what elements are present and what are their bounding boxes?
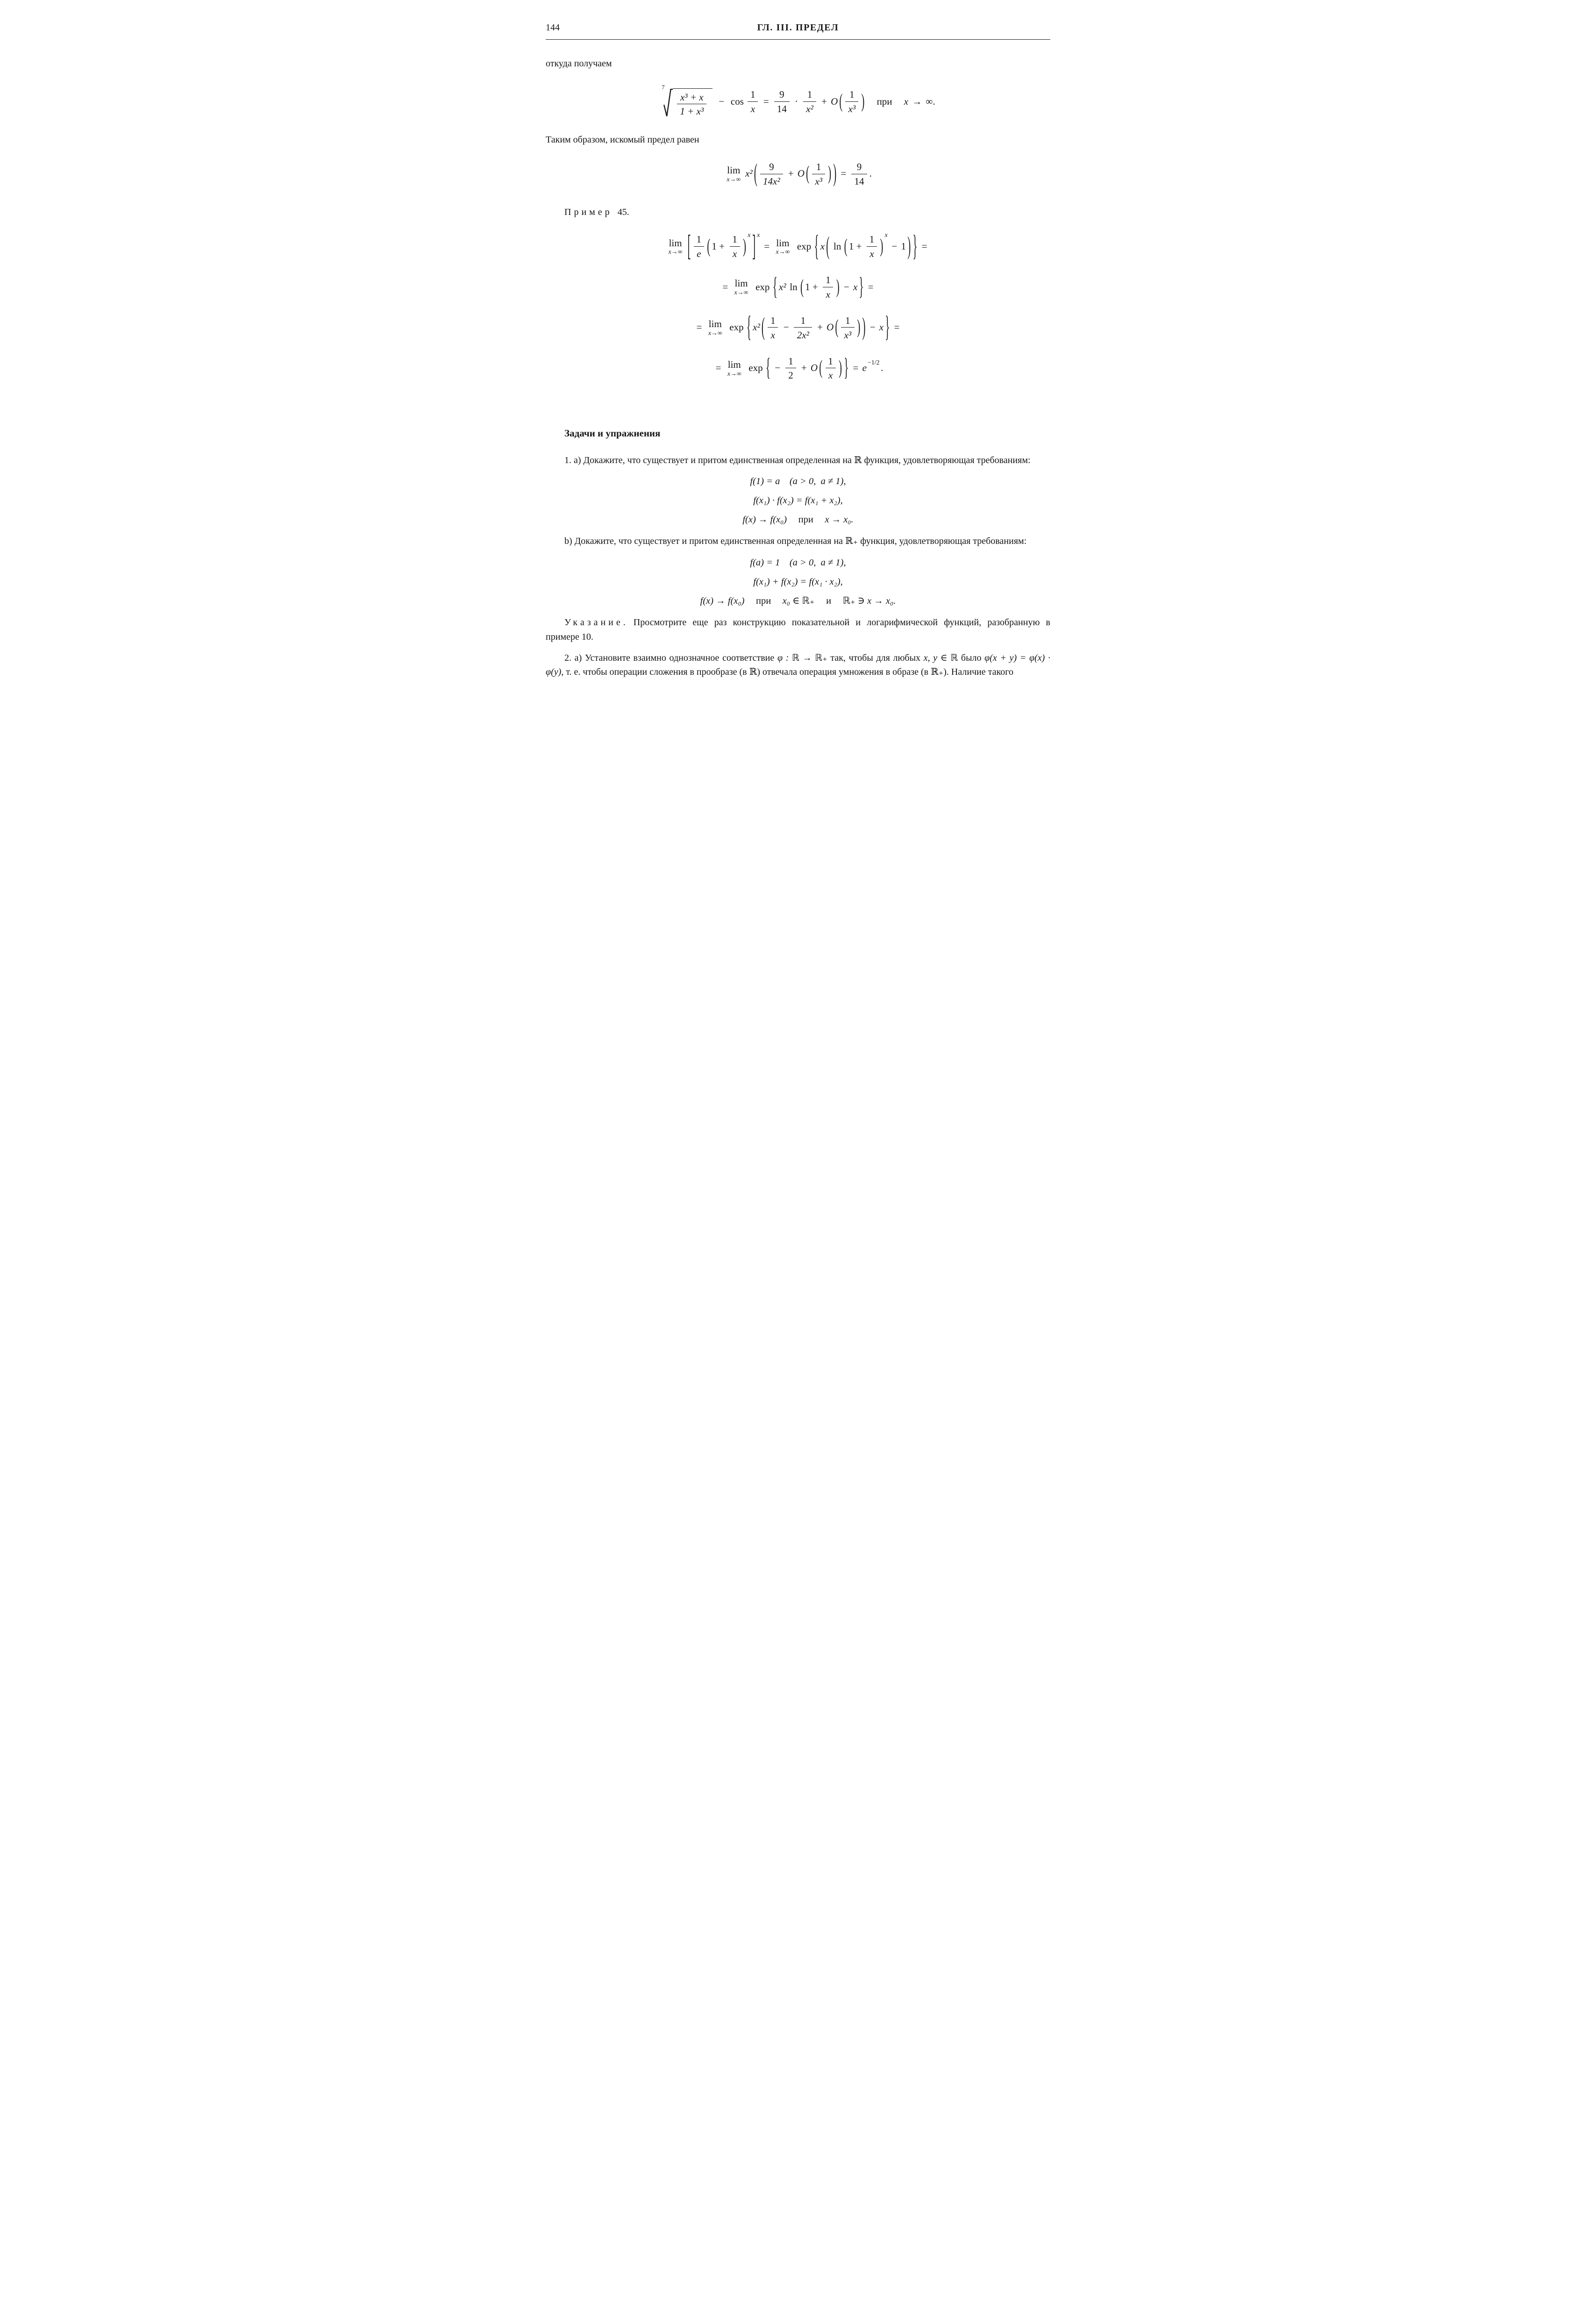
math-segment: φ(x + y) = φ(x) · φ(y) — [546, 653, 1050, 678]
frac-denominator: e — [694, 246, 704, 260]
operator: = — [715, 362, 721, 374]
fence: ( — [835, 315, 839, 338]
frac-numerator: 1 — [828, 355, 833, 367]
math-token: x² — [745, 168, 753, 179]
limit-word: lim — [727, 164, 741, 176]
fence: ( — [707, 234, 711, 257]
math-group — [799, 274, 841, 300]
fence: ( — [806, 162, 810, 185]
frac-numerator: 1 — [845, 314, 850, 326]
radical-sign-icon — [663, 88, 673, 118]
frac-denominator: x — [730, 246, 740, 260]
frac-denominator: 14x² — [760, 174, 783, 187]
fence: ] — [752, 228, 756, 263]
fence: ) — [836, 275, 840, 298]
fence: ) — [857, 315, 861, 338]
frac-numerator: 1 — [696, 234, 702, 245]
hint-text: Просмотрите еще раз конструкцию показательной и логарифмической функций, разобранную в примере 10. — [546, 617, 1050, 642]
operator: = — [763, 95, 769, 107]
frac-denominator: x³ — [812, 174, 825, 187]
operator: − — [891, 240, 898, 252]
text-segment: было — [958, 653, 985, 664]
limit-subscript: x→∞ — [776, 248, 790, 256]
book-page — [515, 0, 1081, 719]
limit-operator — [734, 278, 748, 296]
superscript: x — [748, 231, 751, 238]
frac-denominator: x — [823, 287, 833, 300]
fraction — [851, 161, 867, 187]
math-token: e — [862, 362, 867, 374]
math-token: O — [797, 168, 805, 179]
superscript: −1/2 — [868, 358, 880, 366]
math-token: 1 + — [712, 240, 727, 252]
frac-denominator: x³ — [845, 101, 858, 115]
math-group — [843, 233, 884, 260]
fence: ) — [880, 234, 884, 257]
fraction — [748, 88, 758, 115]
operator: = — [894, 321, 900, 333]
math-token: O — [826, 321, 834, 333]
example-number: 45. — [617, 207, 629, 217]
frac-numerator: 1 — [849, 89, 855, 100]
math-token: O — [831, 95, 838, 107]
math-group — [753, 158, 838, 187]
superscript: x — [884, 231, 888, 238]
frac-denominator: 1 + x³ — [677, 104, 706, 117]
function-name: cos — [730, 95, 744, 107]
operator: + — [788, 168, 794, 179]
math-token: f(x₁) + f(x₂) = f(x₁ · x₂), — [753, 576, 843, 587]
limit-word: lim — [708, 318, 722, 330]
fence: ) — [861, 89, 865, 112]
math-token: . — [881, 362, 884, 374]
math-group — [862, 358, 884, 376]
frac-denominator: 14 — [851, 174, 867, 187]
math-token: 1 — [901, 240, 906, 252]
fence: ( — [761, 312, 765, 341]
equation-ex1-3 — [546, 513, 1050, 527]
limit-subscript: x→∞ — [734, 289, 748, 296]
operator: = — [868, 281, 874, 293]
operator: + — [801, 362, 807, 374]
equation-ex1b-2 — [546, 575, 1050, 589]
equation-ex1b-3 — [546, 594, 1050, 608]
frac-denominator: 14 — [774, 101, 790, 115]
exercise-2a-text — [546, 651, 1050, 679]
frac-numerator: 1 — [800, 314, 806, 326]
operator: − — [775, 362, 781, 374]
math-token: f(1) = a (a > 0, a ≠ 1), — [750, 476, 846, 486]
exercise-1a-text: 1. a) Докажите, что существует и притом единственная определенная на ℝ функция, удовлетворяющая требованиям: — [564, 455, 1031, 465]
limit-word: lim — [727, 359, 741, 371]
math-group — [706, 233, 747, 260]
fraction — [823, 274, 834, 300]
math-group — [686, 228, 756, 263]
math-token: f(x) → f(x₀) — [742, 514, 787, 525]
math-token: x — [820, 240, 825, 252]
fence: ) — [833, 158, 837, 187]
limit-operator — [727, 359, 741, 377]
fraction — [803, 88, 816, 115]
frac-denominator: 2 — [785, 368, 796, 381]
connector-word: при — [798, 514, 813, 525]
text-segment: , т. е. чтобы операции сложения в прообразе (в ℝ) отвечала операция умножения в образе (в ℝ₊). Наличие такого — [561, 667, 1013, 678]
operator: → — [912, 95, 922, 107]
math-segment: φ : ℝ → ℝ₊ — [777, 653, 827, 664]
operator: = — [764, 240, 770, 252]
math-token: x² — [753, 321, 760, 333]
function-name: exp — [797, 240, 812, 252]
frac-denominator: x — [826, 368, 836, 381]
operator: − — [783, 321, 789, 333]
math-token: x — [879, 321, 884, 333]
equation-ex1-2 — [546, 493, 1050, 508]
fraction — [774, 88, 790, 115]
function-name: ln — [790, 281, 798, 293]
operator: · — [795, 95, 798, 107]
equation-ex1-1 — [546, 474, 1050, 489]
paragraph-takim: Таким образом, искомый предел равен — [546, 134, 699, 145]
math-token: f(x) → f(x₀) — [700, 596, 745, 607]
fraction — [841, 314, 854, 341]
operator: − — [719, 95, 725, 107]
hint-word: Указание. — [564, 617, 628, 628]
math-token: f(x₁) · f(x₂) = f(x₁ + x₂), — [753, 495, 843, 506]
frac-numerator: 1 — [869, 234, 875, 245]
text-segment: 2. a) Установите взаимно однозначное соответствие — [564, 653, 777, 664]
formula-limit-value — [546, 158, 1050, 187]
exercise-1b-text: b) Докажите, что существует и притом единственная определенная на ℝ₊ функция, удовлетворяющая требованиям: — [564, 536, 1027, 547]
operator: + — [821, 95, 827, 107]
fence: ( — [800, 275, 804, 298]
limit-operator — [776, 238, 790, 256]
math-token: x₀ ∈ ℝ₊ — [782, 596, 815, 607]
fence: { — [772, 271, 777, 300]
frac-denominator: x — [768, 327, 778, 341]
fence: ( — [754, 158, 757, 187]
math-group — [834, 314, 861, 341]
fraction — [866, 233, 877, 260]
limit-subscript: x→∞ — [708, 329, 722, 336]
math-group — [818, 355, 843, 382]
formula-example45-line2 — [546, 271, 1050, 300]
limit-operator — [727, 165, 741, 183]
fence: ) — [743, 234, 746, 257]
math-segment: x, y ∈ ℝ — [923, 653, 958, 664]
math-group — [805, 161, 832, 187]
fraction — [812, 161, 825, 187]
limit-operator — [708, 319, 722, 336]
fence: } — [912, 228, 918, 263]
function-name: exp — [729, 321, 744, 333]
fence: { — [814, 228, 819, 263]
fraction — [760, 161, 783, 187]
radical-index: 7 — [662, 84, 665, 91]
math-token: ℝ₊ ∋ x → x₀. — [842, 596, 896, 607]
function-name: exp — [748, 362, 763, 374]
superscript: x — [757, 231, 760, 238]
math-token: x — [853, 281, 858, 293]
frac-numerator: 1 — [788, 355, 793, 367]
fence: ( — [839, 89, 843, 112]
math-token: . — [869, 168, 872, 179]
fraction — [729, 233, 740, 260]
fence: ) — [839, 356, 842, 379]
frac-numerator: 1 — [826, 274, 831, 286]
frac-denominator: x — [748, 101, 758, 115]
radicand — [673, 88, 712, 119]
fence: ( — [826, 231, 830, 260]
fence: ) — [828, 162, 832, 185]
fence: ( — [819, 356, 823, 379]
connector-word: при — [876, 95, 892, 107]
limit-subscript: x→∞ — [727, 176, 741, 183]
fence: ) — [862, 312, 866, 341]
operator: = — [696, 321, 702, 333]
math-token: x → x₀. — [825, 514, 854, 525]
operator: = — [853, 362, 859, 374]
function-name: exp — [755, 281, 770, 293]
operator: − — [843, 281, 849, 293]
frac-numerator: 9 — [779, 89, 784, 100]
text-segment: так, чтобы для любых — [827, 653, 924, 664]
example-word: Пример — [564, 207, 613, 217]
fence: ) — [907, 231, 911, 260]
limit-subscript: x→∞ — [727, 370, 741, 377]
connector-word: при — [756, 596, 771, 607]
frac-denominator: x — [867, 246, 877, 260]
fence: } — [859, 271, 864, 300]
frac-denominator: x² — [803, 101, 816, 115]
operator: = — [722, 281, 728, 293]
formula-example45-line1 — [546, 228, 1050, 263]
page-number: 144 — [546, 22, 560, 33]
operator: + — [817, 321, 823, 333]
frac-numerator: 9 — [769, 161, 774, 173]
fence: ( — [844, 234, 848, 257]
limit-subscript: x→∞ — [668, 248, 683, 256]
frac-numerator: 1 — [816, 161, 821, 173]
example-45-heading — [546, 205, 1050, 219]
function-name: ln — [834, 240, 841, 252]
equation-ex1b-1 — [546, 556, 1050, 570]
frac-denominator: 2x² — [794, 327, 812, 341]
frac-numerator: 1 — [732, 234, 737, 245]
frac-numerator: x³ + x — [680, 91, 704, 103]
operator: = — [841, 168, 847, 179]
math-token: ∞. — [926, 95, 935, 107]
frac-denominator: x³ — [841, 327, 854, 341]
frac-numerator: 1 — [770, 314, 776, 326]
hint-paragraph — [546, 615, 1050, 644]
formula-asymptotic-expansion — [546, 85, 1050, 119]
limit-word: lim — [776, 237, 790, 249]
fence: { — [746, 309, 751, 344]
fraction — [677, 91, 706, 118]
fraction — [845, 88, 858, 115]
formula-example45-line4 — [546, 355, 1050, 382]
math-token: 1 + — [848, 240, 864, 252]
math-token: f(a) = 1 (a > 0, a ≠ 1), — [750, 557, 846, 568]
tasks-heading: Задачи и упражнения — [564, 427, 661, 439]
operator: = — [921, 240, 927, 252]
frac-numerator: 9 — [856, 161, 862, 173]
operator: − — [869, 321, 876, 333]
fraction — [825, 355, 836, 382]
fence: } — [844, 353, 849, 382]
math-group — [838, 88, 865, 115]
math-token: x — [904, 95, 909, 107]
math-group — [761, 314, 867, 341]
frac-numerator: 1 — [750, 89, 755, 100]
fraction — [785, 355, 796, 382]
connector-word: и — [826, 596, 832, 607]
math-token: 1 + — [805, 281, 820, 293]
frac-numerator: 1 — [807, 89, 812, 100]
page-header — [546, 21, 1050, 40]
formula-example45-line3 — [546, 309, 1050, 344]
fraction — [768, 314, 778, 341]
radical — [660, 85, 712, 119]
paragraph-otkuda: откуда получаем — [546, 58, 612, 69]
limit-word: lim — [669, 237, 682, 249]
fence: { — [765, 353, 770, 382]
fraction — [693, 233, 704, 260]
math-token: x² — [778, 281, 786, 293]
limit-operator — [669, 238, 683, 256]
fence: } — [885, 309, 890, 344]
fraction — [794, 314, 812, 341]
running-head: ГЛ. III. ПРЕДЕЛ — [757, 22, 839, 33]
limit-word: lim — [734, 278, 748, 289]
fence: [ — [687, 228, 691, 263]
math-token: O — [810, 362, 818, 374]
